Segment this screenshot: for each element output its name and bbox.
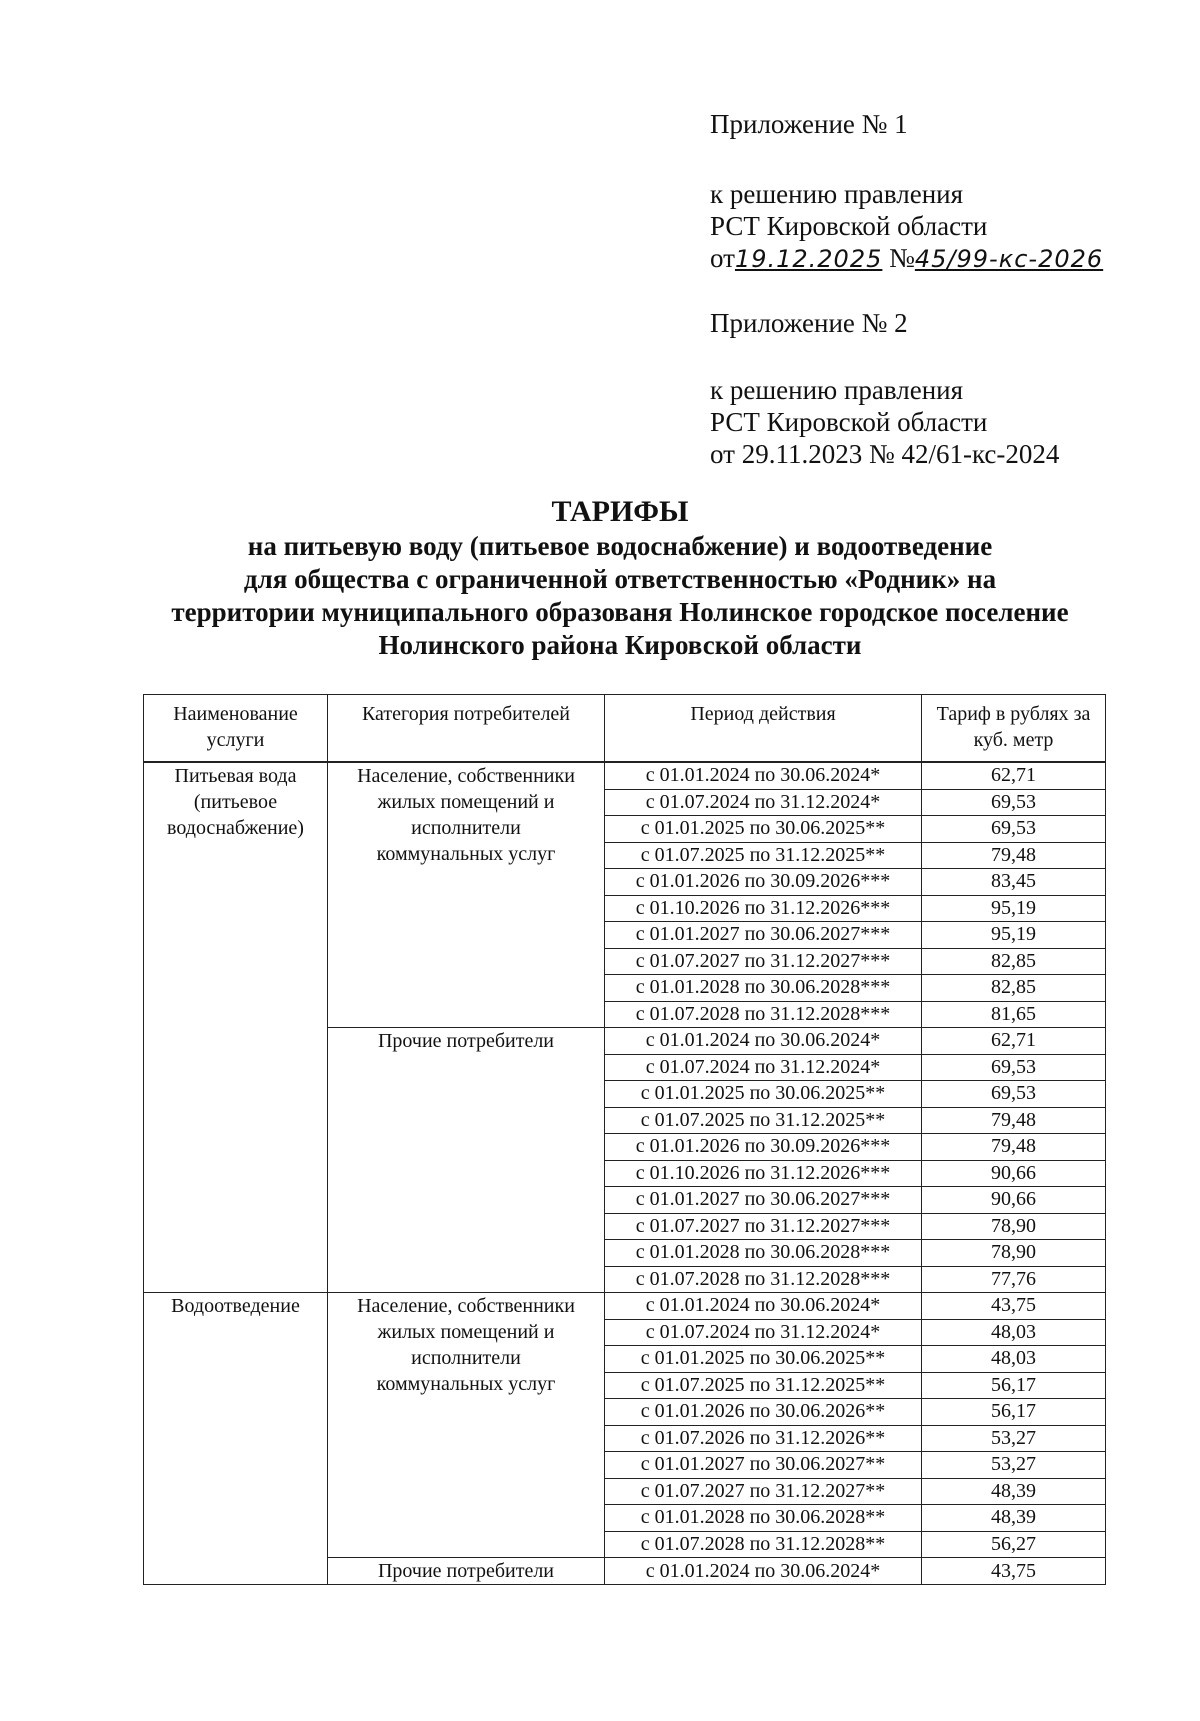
tariff-cell: 82,85: [922, 948, 1106, 975]
title-line-2: для общества с ограниченной ответственностью «Родник» на: [243, 564, 997, 594]
tariff-cell: 77,76: [922, 1266, 1106, 1293]
tariff-cell: 90,66: [922, 1187, 1106, 1214]
period-cell: с 01.10.2026 по 31.12.2026***: [605, 1160, 922, 1187]
category-others-water: Прочие потребители: [328, 1028, 605, 1293]
service-water-line-1: Питьевая вода: [174, 765, 297, 787]
header-category: Категория потребителей: [328, 695, 605, 763]
category-line-4: коммунальных услуг: [376, 843, 556, 865]
tariff-cell: 82,85: [922, 975, 1106, 1002]
tariff-cell: 53,27: [922, 1452, 1106, 1479]
header-tariff-line-1: Тариф в рублях за: [936, 703, 1091, 725]
period-cell: с 01.01.2027 по 30.06.2027**: [605, 1452, 922, 1479]
category-line-1: Население, собственники: [357, 1295, 575, 1317]
period-cell: с 01.01.2026 по 30.06.2026**: [605, 1399, 922, 1426]
service-sewer: Водоотведение: [144, 1293, 328, 1585]
tariff-cell: 78,90: [922, 1213, 1106, 1240]
tariff-cell: 79,48: [922, 842, 1106, 869]
tariff-cell: 48,03: [922, 1319, 1106, 1346]
period-cell: с 01.07.2028 по 31.12.2028***: [605, 1001, 922, 1028]
period-cell: с 01.01.2024 по 30.06.2024*: [605, 1293, 922, 1320]
tariff-cell: 48,39: [922, 1478, 1106, 1505]
tariff-cell: 56,27: [922, 1531, 1106, 1558]
period-cell: с 01.01.2024 по 30.06.2024*: [605, 1558, 922, 1585]
appendix-2-block: [710, 307, 908, 339]
document-title: [0, 495, 1200, 662]
appendix-2-title: Приложение № 2: [710, 308, 908, 338]
service-water: [144, 762, 328, 1293]
handwritten-number: 45/99-кс-2026: [914, 245, 1104, 273]
category-line-3: исполнители: [411, 1347, 521, 1369]
tariff-cell: 95,19: [922, 895, 1106, 922]
period-cell: с 01.01.2027 по 30.06.2027***: [605, 922, 922, 949]
period-cell: с 01.01.2027 по 30.06.2027***: [605, 1187, 922, 1214]
appendix-2-line3: от 29.11.2023 № 42/61-кс-2024: [710, 439, 1060, 469]
period-cell: с 01.01.2024 по 30.06.2024*: [605, 1028, 922, 1055]
category-line-2: жилых помещений и: [377, 791, 555, 813]
period-cell: с 01.01.2025 по 30.06.2025**: [605, 816, 922, 843]
appendix-1-decision: [710, 242, 1103, 275]
service-water-line-2: (питьевое: [193, 791, 278, 813]
period-cell: с 01.07.2024 по 31.12.2024*: [605, 789, 922, 816]
tariff-cell: 48,39: [922, 1505, 1106, 1532]
appendix-1-line2: РСТ Кировской области: [710, 211, 988, 241]
tariff-cell: 69,53: [922, 789, 1106, 816]
period-cell: с 01.07.2026 по 31.12.2026**: [605, 1425, 922, 1452]
header-service: [144, 695, 328, 763]
period-cell: с 01.01.2028 по 30.06.2028***: [605, 975, 922, 1002]
appendix-1-title: Приложение № 1: [710, 109, 908, 139]
table-header-row: [144, 695, 1106, 763]
tariff-cell: 43,75: [922, 1293, 1106, 1320]
period-cell: с 01.07.2027 по 31.12.2027***: [605, 948, 922, 975]
period-cell: с 01.10.2026 по 31.12.2026***: [605, 895, 922, 922]
tariff-cell: 62,71: [922, 1028, 1106, 1055]
service-water-line-3: водоснабжение): [167, 817, 304, 839]
table-row: [144, 1293, 1106, 1320]
period-cell: с 01.07.2028 по 31.12.2028***: [605, 1266, 922, 1293]
period-cell: с 01.07.2025 по 31.12.2025**: [605, 842, 922, 869]
tariff-cell: 90,66: [922, 1160, 1106, 1187]
header-service-line-2: услуги: [206, 729, 265, 751]
appendix-1-prefix: от: [710, 243, 735, 273]
title-line-0: ТАРИФЫ: [551, 495, 689, 528]
appendix-1-details: [710, 178, 1103, 275]
table-row: [144, 762, 1106, 789]
period-cell: с 01.01.2024 по 30.06.2024*: [605, 762, 922, 789]
category-line-3: исполнители: [411, 817, 521, 839]
tariff-cell: 95,19: [922, 922, 1106, 949]
period-cell: с 01.07.2027 по 31.12.2027***: [605, 1213, 922, 1240]
period-cell: с 01.07.2024 по 31.12.2024*: [605, 1054, 922, 1081]
tariff-cell: 69,53: [922, 1054, 1106, 1081]
period-cell: с 01.07.2027 по 31.12.2027**: [605, 1478, 922, 1505]
category-line-1: Население, собственники: [357, 765, 575, 787]
title-line-1: на питьевую воду (питьевое водоснабжение) и водоотведение: [247, 531, 993, 561]
tariff-cell: 62,71: [922, 762, 1106, 789]
tariff-cell: 43,75: [922, 1558, 1106, 1585]
period-cell: с 01.07.2025 по 31.12.2025**: [605, 1107, 922, 1134]
appendix-1-line1: к решению правления: [710, 179, 964, 209]
period-cell: с 01.07.2028 по 31.12.2028**: [605, 1531, 922, 1558]
tariff-cell: 69,53: [922, 1081, 1106, 1108]
period-cell: с 01.01.2025 по 30.06.2025**: [605, 1081, 922, 1108]
category-others-sewer: Прочие потребители: [328, 1558, 605, 1585]
category-line-2: жилых помещений и: [377, 1321, 555, 1343]
header-tariff: [922, 695, 1106, 763]
appendix-2-line1: к решению правления: [710, 375, 964, 405]
header-tariff-line-2: куб. метр: [973, 729, 1054, 751]
period-cell: с 01.01.2026 по 30.09.2026***: [605, 1134, 922, 1161]
handwritten-date: 19.12.2025: [734, 245, 883, 273]
title-line-4: Нолинского района Кировской области: [378, 630, 862, 660]
appendix-2-details: [710, 374, 1059, 470]
tariff-cell: 81,65: [922, 1001, 1106, 1028]
category-line-4: коммунальных услуг: [376, 1373, 556, 1395]
tariff-cell: 83,45: [922, 869, 1106, 896]
tariff-cell: 56,17: [922, 1399, 1106, 1426]
header-service-line-1: Наименование: [173, 703, 298, 725]
tariff-cell: 48,03: [922, 1346, 1106, 1373]
tariff-cell: 69,53: [922, 816, 1106, 843]
tariff-cell: 53,27: [922, 1425, 1106, 1452]
header-period: Период действия: [605, 695, 922, 763]
period-cell: с 01.07.2025 по 31.12.2025**: [605, 1372, 922, 1399]
number-sign: №: [889, 243, 915, 273]
tariff-cell: 56,17: [922, 1372, 1106, 1399]
appendix-2-line2: РСТ Кировской области: [710, 407, 988, 437]
tariff-cell: 78,90: [922, 1240, 1106, 1267]
title-line-3: территории муниципального образованя Нолинское городское поселение: [171, 597, 1069, 627]
category-population-sewer: [328, 1293, 605, 1558]
category-population-water: [328, 762, 605, 1028]
appendix-1-block: [710, 108, 908, 140]
period-cell: с 01.07.2024 по 31.12.2024*: [605, 1319, 922, 1346]
period-cell: с 01.01.2026 по 30.09.2026***: [605, 869, 922, 896]
tariff-cell: 79,48: [922, 1107, 1106, 1134]
period-cell: с 01.01.2028 по 30.06.2028**: [605, 1505, 922, 1532]
period-cell: с 01.01.2028 по 30.06.2028***: [605, 1240, 922, 1267]
tariff-cell: 79,48: [922, 1134, 1106, 1161]
period-cell: с 01.01.2025 по 30.06.2025**: [605, 1346, 922, 1373]
tariffs-table: [143, 694, 1106, 1585]
